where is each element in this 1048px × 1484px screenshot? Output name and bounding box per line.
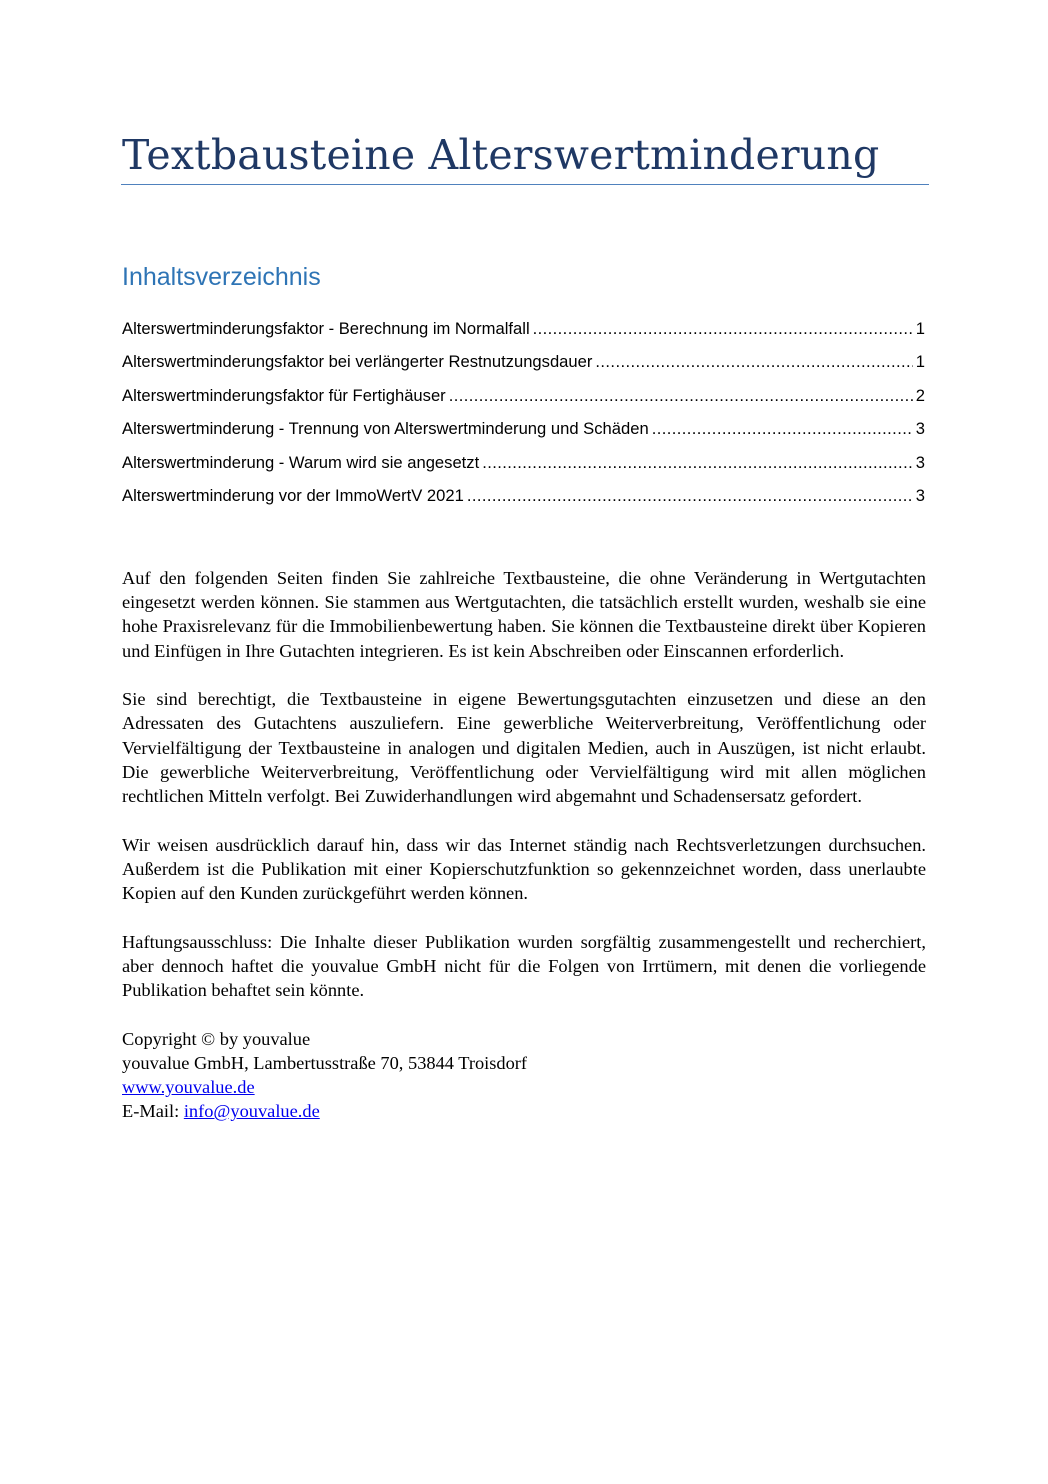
- toc-entry[interactable]: [122, 451, 925, 484]
- toc-dot-leader: [467, 484, 913, 508]
- toc-entry-label: Alterswertminderung - Trennung von Alterswertminderung und Schäden: [122, 419, 649, 439]
- disclaimer-paragraph: Haftungsausschluss: Die Inhalte dieser Publikation wurden sorgfältig zusammengestellt und recherchiert, aber dennoch haftet die youvalue GmbH nicht für die Folgen von Irrtümern, mit denen die vorliegende Publikation behaftet sein könnte.: [122, 931, 926, 1001]
- toc-entry-label: Alterswertminderung vor der ImmoWertV 2021: [122, 485, 464, 505]
- title-underline-rule: [121, 184, 929, 185]
- toc-entry-label: Alterswertminderungsfaktor bei verlängerter Restnutzungsdauer: [122, 352, 593, 372]
- website-link[interactable]: www.youvalue.de: [122, 1077, 255, 1098]
- toc-dot-leader: [595, 350, 912, 374]
- email-line: [122, 1099, 926, 1123]
- document-body: [122, 566, 926, 1123]
- toc-heading: Inhaltsverzeichnis: [122, 263, 321, 291]
- toc-entry-page: 3: [915, 419, 925, 439]
- toc-entry[interactable]: [122, 484, 925, 517]
- toc-entry-page: 2: [915, 385, 925, 405]
- toc-entry-page: 3: [915, 485, 925, 505]
- intro-paragraph: Auf den folgenden Seiten finden Sie zahlreiche Textbausteine, die ohne Veränderung in Wertgutachten eingesetzt werden können. Sie stammen aus Wertgutachten, die tatsächlich erstellt wurden, weshalb sie eine hohe Praxisrelevanz für die Immobilienbewertung haben. Sie können die Textbausteine direkt über Kopieren und Einfügen in Ihre Gutachten integrieren. Es ist kein Abschreiben oder Einscannen erforderlich.: [122, 568, 926, 661]
- toc-entry[interactable]: [122, 417, 925, 450]
- website-line: [122, 1075, 926, 1099]
- toc-entry[interactable]: [122, 384, 925, 417]
- toc-entry[interactable]: [122, 317, 925, 350]
- toc-entry-label: Alterswertminderung - Warum wird sie angesetzt: [122, 452, 480, 472]
- toc-dot-leader: [449, 384, 913, 408]
- toc-dot-leader: [482, 451, 913, 475]
- company-address: youvalue GmbH, Lambertusstraße 70, 53844 Troisdorf: [122, 1052, 528, 1073]
- email-link[interactable]: info@youvalue.de: [183, 1101, 320, 1122]
- toc-dot-leader: [533, 317, 913, 341]
- toc-dot-leader: [652, 417, 913, 441]
- toc-entry-page: 1: [915, 352, 925, 372]
- toc-entry-page: 1: [915, 319, 925, 338]
- toc-entry[interactable]: [122, 350, 925, 383]
- document-title: Textbausteine Alterswertminderung: [122, 131, 880, 179]
- usage-rights-paragraph: Sie sind berechtigt, die Textbausteine in eigene Bewertungsgutachten einzusetzen und diese an den Adressaten des Gutachtens auszuliefern. Eine gewerbliche Weiterverbreitung, Veröffentlichung oder Vervielfältigung der Textbausteine in analogen und digitalen Medien, auch in Auszügen, ist nicht erlaubt. Die gewerbliche Weiterverbreitung, Veröffentlichung oder Vervielfältigung wird mit allen möglichen rechtlichen Mitteln verfolgt. Bei Zuwiderhandlungen wird abgemahnt und Schadensersatz gefordert.: [122, 689, 926, 807]
- toc-entry-label: Alterswertminderungsfaktor - Berechnung im Normalfall: [122, 319, 530, 338]
- toc-entry-page: 3: [915, 452, 925, 472]
- copy-protection-paragraph: Wir weisen ausdrücklich darauf hin, dass wir das Internet ständig nach Rechtsverletzungen durchsuchen. Außerdem ist die Publikation mit einer Kopierschutzfunktion so gekennzeichnet worden, dass unerlaubte Kopien auf den Kunden zurückgeführt werden können.: [122, 834, 926, 904]
- email-label: E-Mail:: [122, 1101, 184, 1122]
- table-of-contents: [122, 317, 925, 517]
- toc-entry-label: Alterswertminderungsfaktor für Fertighäuser: [122, 385, 446, 405]
- contact-block: [122, 1027, 926, 1124]
- copyright-line: Copyright © by youvalue: [122, 1028, 311, 1049]
